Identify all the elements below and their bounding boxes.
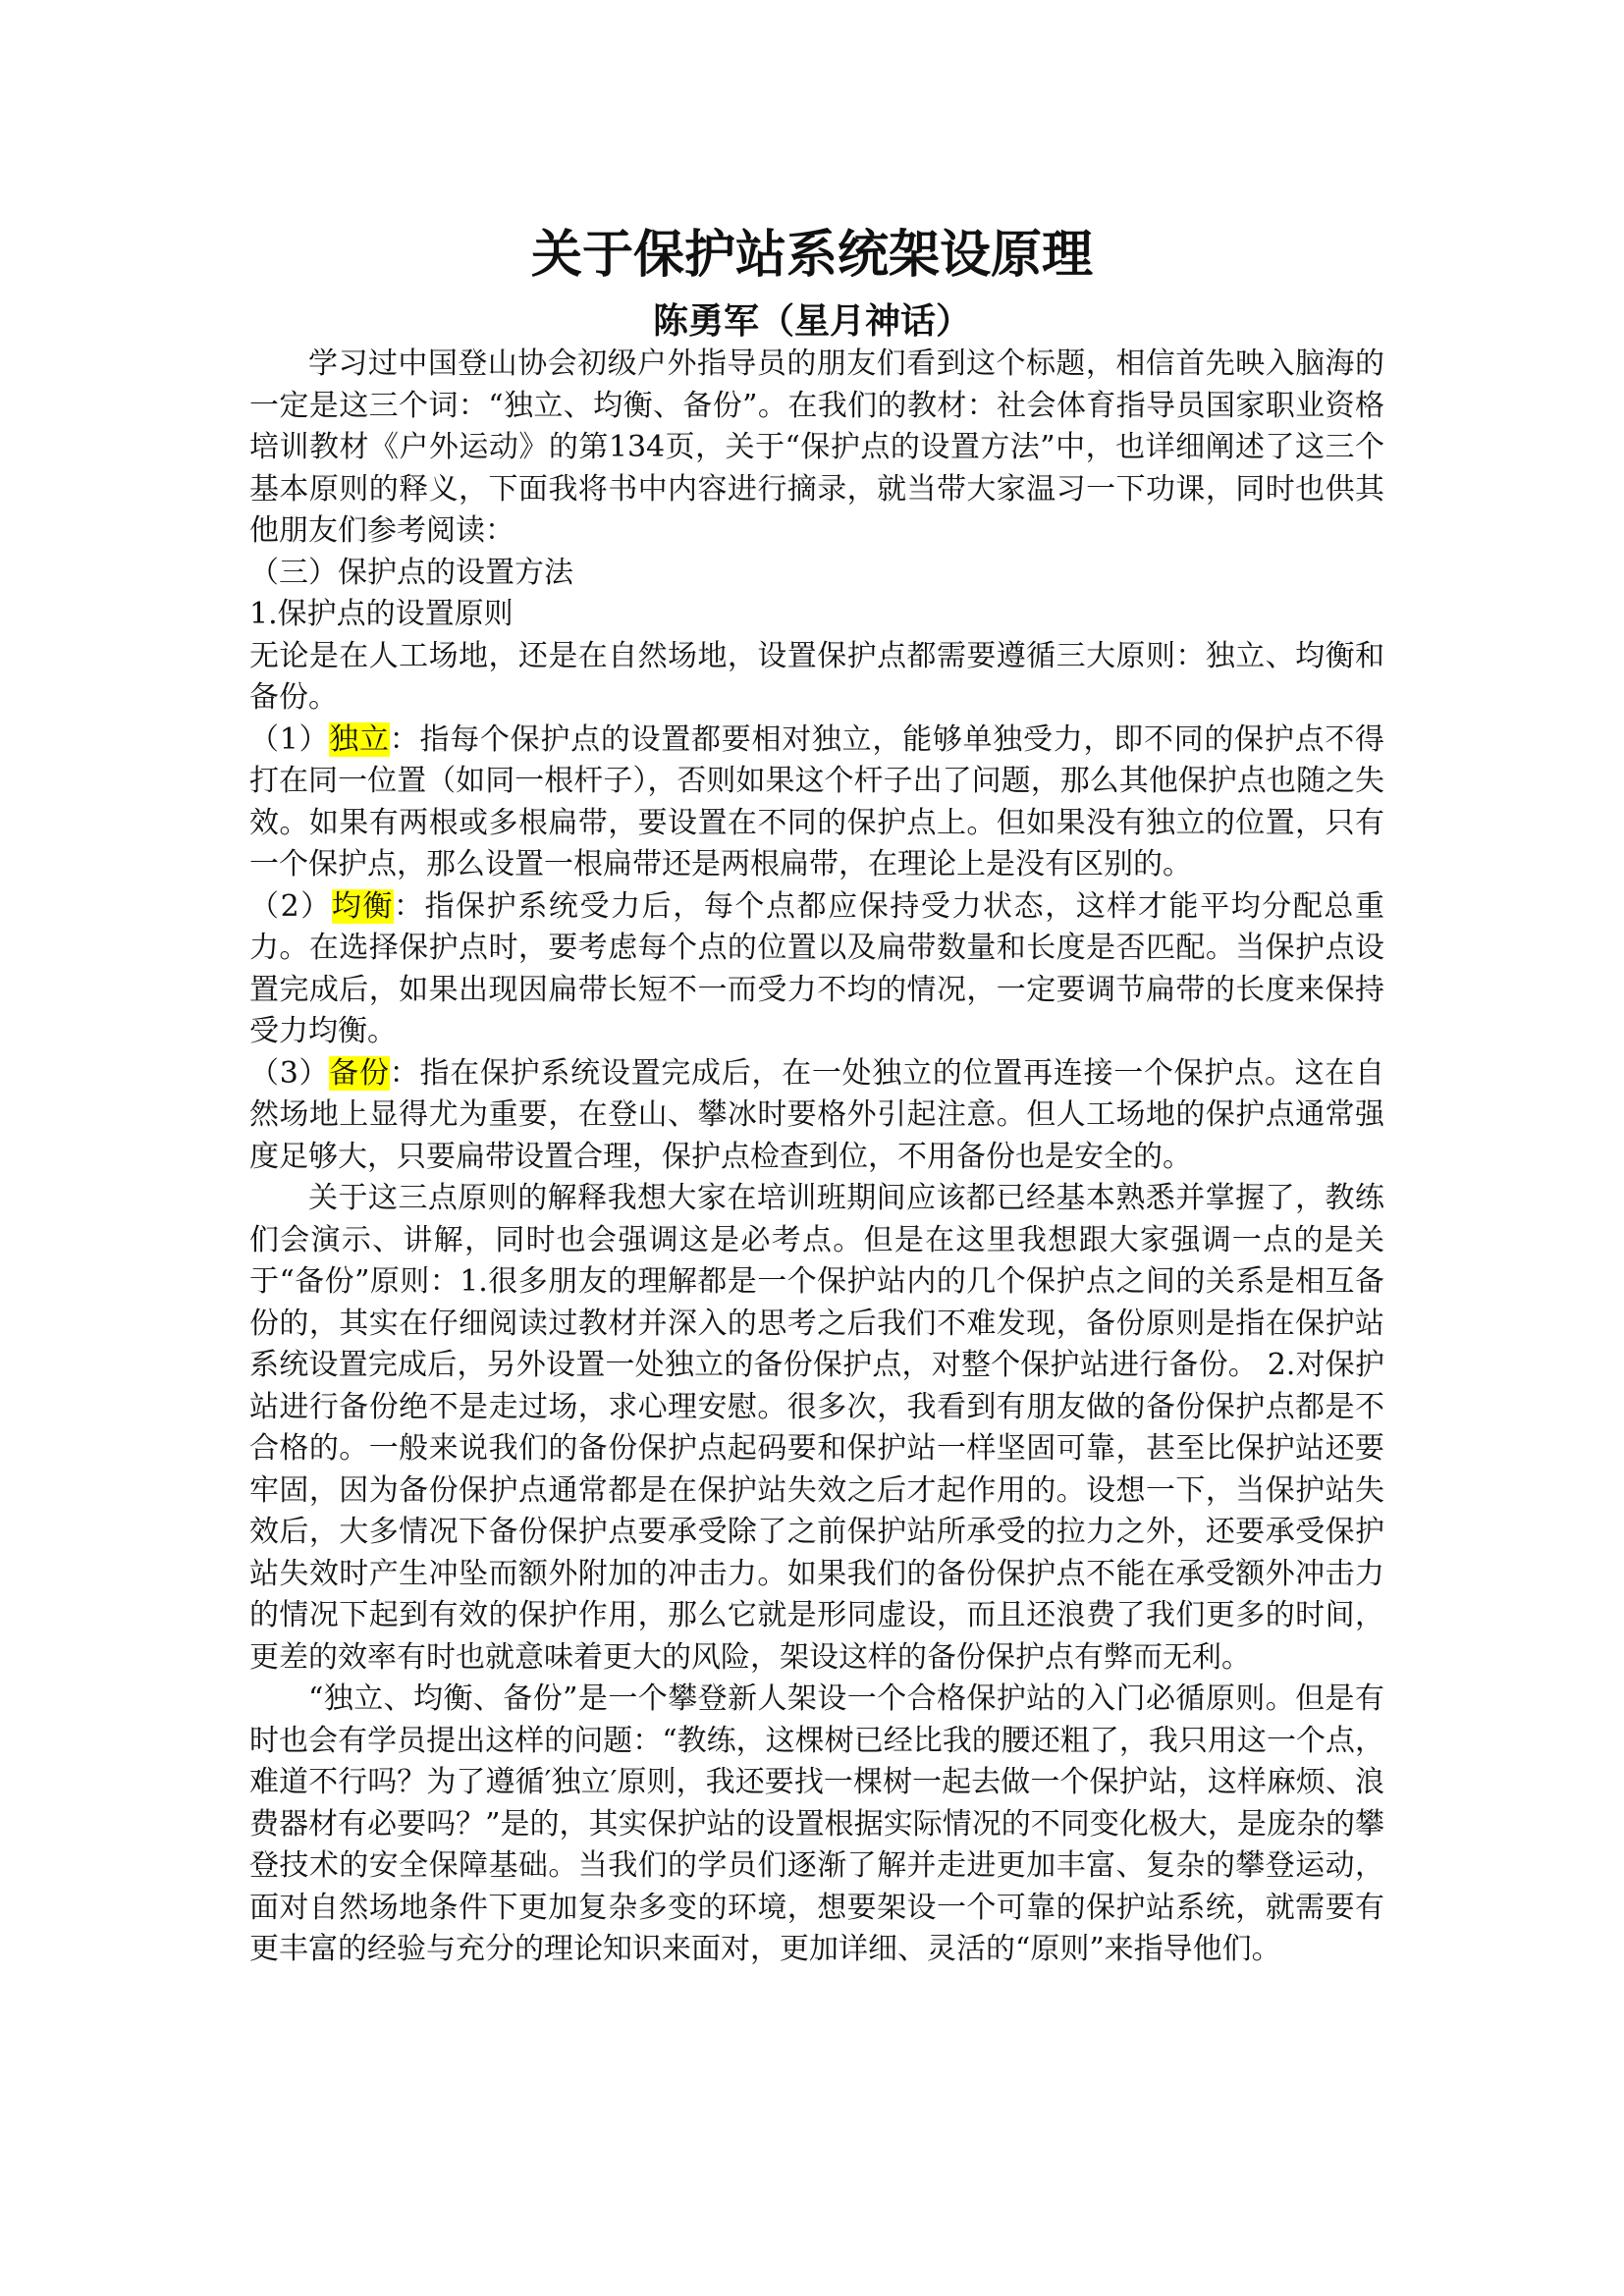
- principle-term-highlight: 独立: [329, 721, 390, 757]
- document-author: 陈勇军（星月神话）: [652, 301, 971, 342]
- principle-text: ：指保护系统受力后，每个点都应保持受力状态，这样才能平均分配总重力。在选择保护点时，要考虑每个点的位置以及扁带数量和长度是否匹配。当保护点设置完成后，如果出现因扁带长短不一而受力不均的情况，一定要调节扁带的长度来保持受力均衡。: [249, 888, 1385, 1048]
- explanation-paragraph: 关于这三点原则的解释我想大家在培训班期间应该都已经基本熟悉并掌握了，教练们会演示、讲解，同时也会强调这是必考点。但是在这里我想跟大家强调一点的是关于“备份”原则：1.很多朋友的理解都是一个保护站内的几个保护点之间的关系是相互备份的，其实在仔细阅读过教材并深入的思考之后我们不难发现，备份原则是指在保护站系统设置完成后，另外设置一处独立的备份保护点，对整个保护站进行备份。 2.对保护站进行备份绝不是走过场，求心理安慰。很多次，我看到有朋友做的备份保护点都是不合格的。一般来说我们的备份保护点起码要和保护站一样坚固可靠，甚至比保护站还要牢固，因为备份保护点通常都是在保护站失效之后才起作用的。设想一下，当保护站失效后，大多情况下备份保护点要承受除了之前保护站所承受的拉力之外，还要承受保护站失效时产生冲坠而额外附加的冲击力。如果我们的备份保护点不能在承受额外冲击力的情况下起到有效的保护作用，那么它就是形同虚设，而且还浪费了我们更多的时间，更差的效率有时也就意味着更大的风险，架设这样的备份保护点有弊而无利。: [249, 1181, 1384, 1675]
- subsection-heading: 1.保护点的设置原则: [249, 597, 514, 631]
- section-heading: （三）保护点的设置方法: [249, 555, 573, 590]
- principle-text: ：指在保护系统设置完成后，在一处独立的位置再连接一个保护点。这在自然场地上显得尤为重要，在登山、攀冰时要格外引起注意。但人工场地的保护点通常强度足够大，只要扁带设置合理，保护点检查到位，不用备份也是安全的。: [249, 1055, 1385, 1174]
- document-title: 关于保护站系统架设原理: [530, 226, 1093, 285]
- document-body: [249, 344, 1384, 1971]
- principle-term-highlight: 备份: [329, 1055, 390, 1091]
- principle-balance: [249, 886, 1384, 1053]
- conclusion-paragraph: “独立、均衡、备份”是一个攀登新人架设一个合格保护站的入门必循原则。但是有时也会有学员提出这样的问题：“教练，这棵树已经比我的腰还粗了，我只用这一个点，难道不行吗？为了遵循′独立′原则，我还要找一棵树一起去做一个保护站，这样麻烦、浪费器材有必要吗？”是的，其实保护站的设置根据实际情况的不同变化极大，是庞杂的攀登技术的安全保障基础。当我们的学员们逐渐了解并走进更加丰富、复杂的攀登运动，面对自然场地条件下更加复杂多变的环境，想要架设一个可靠的保护站系统，就需要有更丰富的经验与充分的理论知识来面对，更加详细、灵活的“原则”来指导他们。: [249, 1682, 1384, 1966]
- principle-backup: [249, 1053, 1384, 1179]
- intro-paragraph: 学习过中国登山协会初级户外指导员的朋友们看到这个标题，相信首先映入脑海的一定是这三个词：“独立、均衡、备份”。在我们的教材：社会体育指导员国家职业资格培训教材《户外运动》的第134页，关于“保护点的设置方法”中，也详细阐述了这三个基本原则的释义，下面我将书中内容进行摘录，就当带大家温习一下功课，同时也供其他朋友们参考阅读：: [249, 347, 1384, 548]
- principle-term-highlight: 均衡: [331, 888, 395, 924]
- principle-number: （1）: [249, 721, 330, 757]
- principle-text: ：指每个保护点的设置都要相对独立，能够单独受力，即不同的保护点不得打在同一位置（如同一根杆子），否则如果这个杆子出了问题，那么其他保护点也随之失效。如果有两根或多根扁带，要设置在不同的保护点上。但如果没有独立的位置，只有一个保护点，那么设置一根扁带还是两根扁带，在理论上是没有区别的。: [249, 721, 1385, 881]
- principle-independence: [249, 720, 1384, 886]
- principle-number: （3）: [249, 1055, 330, 1091]
- principles-intro: 无论是在人工场地，还是在自然场地，设置保护点都需要遵循三大原则：独立、均衡和备份。: [249, 638, 1384, 715]
- principle-number: （2）: [249, 888, 332, 924]
